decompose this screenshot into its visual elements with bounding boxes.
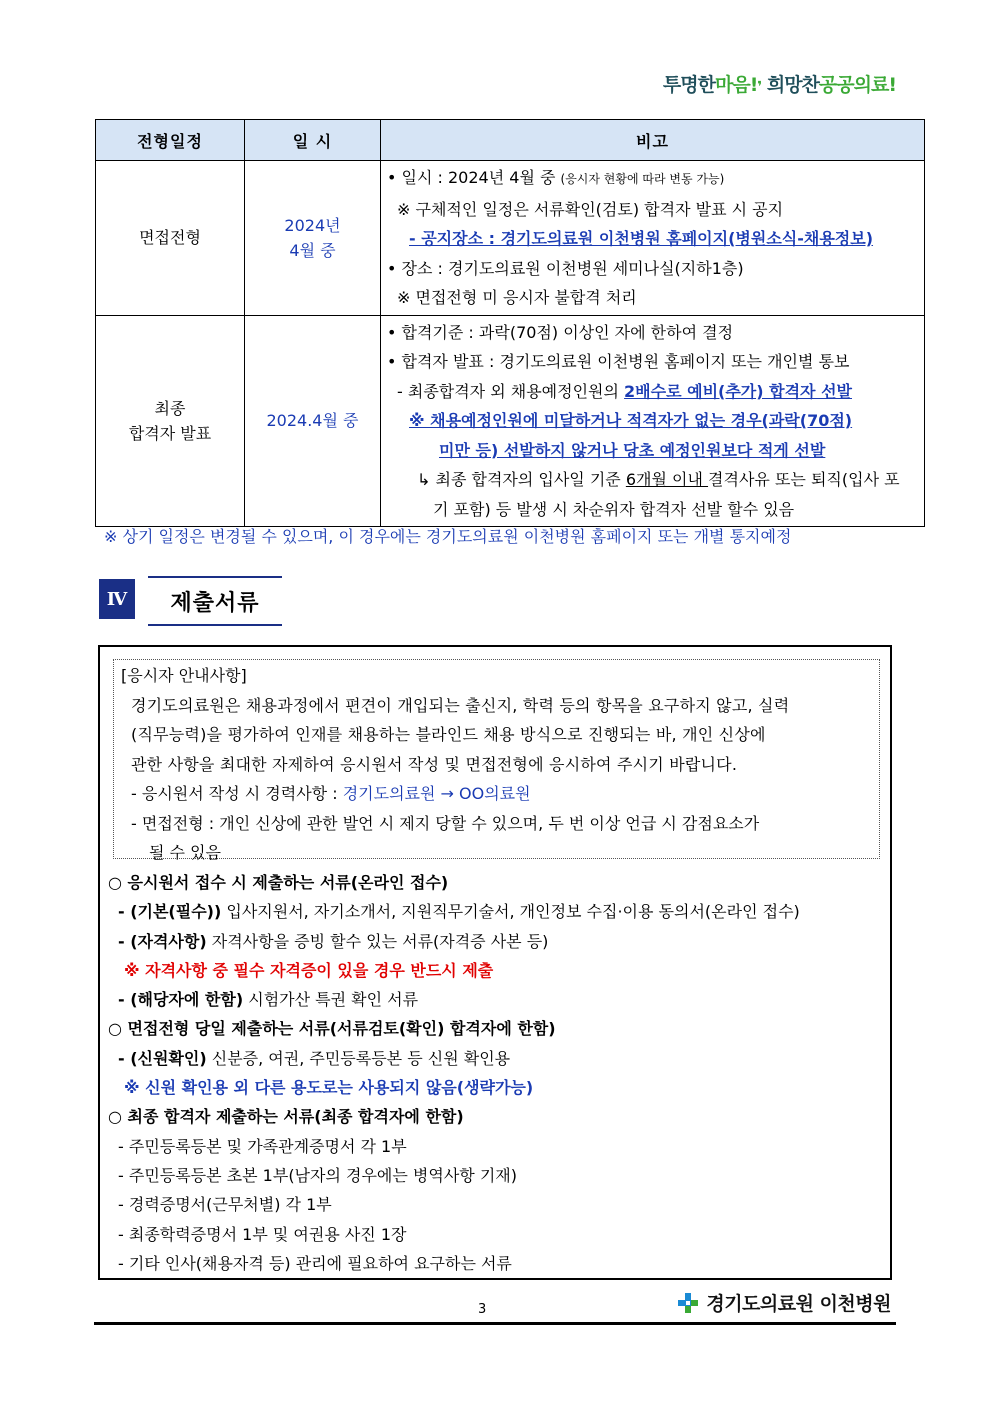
notice-item-continued: 될 수 있음 [149, 843, 221, 862]
list-item [108, 985, 888, 1014]
list-note: ※ 자격사항 중 필수 자격증이 있을 경우 반드시 제출 [124, 960, 494, 980]
list-note: ※ 신원 확인용 외 다른 용도로는 사용되지 않음(생략가능) [124, 1078, 534, 1098]
note-line: ※ 채용예정인원에 미달하거나 적격자가 없는 경우(과락(70점) [409, 411, 853, 430]
stage-line: 최종 [154, 398, 186, 418]
header-slogan [663, 70, 896, 97]
column-header: 전형일정 [96, 120, 245, 161]
item-text: 입사지원서, 자기소개서, 지원직무기술서, 개인정보 수집·이용 동의서(온라인 접수) [221, 902, 800, 922]
notice-paragraph: (직무능력)을 평가하여 인재를 채용하는 블라인드 채용 방식으로 진행되는 바, 개인 신상에 [131, 725, 766, 744]
item-text: 신분증, 여권, 주민등록등본 등 신원 확인용 [206, 1048, 511, 1068]
note-line: • 합격자 발표 : 경기도의료원 이천병원 홈페이지 또는 개인별 통보 [387, 352, 850, 371]
notice-paragraph: 관한 사항을 최대한 자제하여 응시원서 작성 및 면접전형에 응시하여 주시기 바랍니다. [131, 754, 738, 774]
document-list [108, 868, 888, 1278]
note-small-text: (응시자 현황에 따라 변동 가능) [560, 172, 725, 186]
documents-box [98, 645, 892, 1280]
table-header-row [96, 120, 925, 161]
slogan-part1: 투명한 [662, 74, 715, 96]
item-label: - (자격사항) [118, 931, 207, 951]
note-emphasis: 2배수로 예비(추가) 합격자 선발 [624, 381, 852, 401]
footer-rule [94, 1322, 896, 1325]
note-line: 미만 등) 선발하지 않거나 당초 예정인원보다 적게 선발 [439, 440, 826, 460]
notes-cell [381, 315, 925, 527]
applicant-notice [113, 659, 880, 862]
schedule-table [95, 119, 925, 527]
section-title: 제출서류 [148, 576, 282, 626]
notice-location-link[interactable]: - 공지장소 : 경기도의료원 이천병원 홈페이지(병원소식-채용정보) [409, 229, 874, 248]
notice-emphasis: 경기도의료원 → OO의료원 [342, 784, 531, 803]
note-text: - 최종합격자 외 채용예정인원의 [397, 381, 625, 401]
date-line: 2024년 [284, 215, 341, 235]
note-line: • 합격기준 : 과락(70점) 이상인 자에 한하여 결정 [387, 322, 734, 342]
note-line: • 장소 : 경기도의료원 이천병원 세미나실(지하1층) [387, 258, 744, 278]
slogan-part4: 공공의료! [818, 74, 896, 96]
stage-line: 합격자 발표 [128, 423, 212, 443]
item-label: - (신원확인) [118, 1048, 207, 1068]
page-number: 3 [478, 1302, 487, 1317]
table-row [96, 161, 925, 316]
list-item: - 주민등록등본 및 가족관계증명서 각 1부 [118, 1136, 407, 1156]
date-cell: 2024.4월 중 [245, 315, 381, 527]
column-header: 비고 [381, 120, 925, 161]
note-emphasis: 6개월 이내 [625, 470, 709, 489]
list-item [108, 1044, 888, 1073]
section-number: Ⅳ [99, 579, 135, 619]
note-line: 기 포함) 등 발생 시 차순위자 합격자 선발 할수 있음 [433, 499, 795, 519]
notice-item: - 면접전형 : 개인 신상에 관한 발언 시 제지 당할 수 있으며, 두 번 이상 언급 시 감점요소가 [131, 813, 760, 833]
column-header: 일 시 [245, 120, 381, 161]
slogan-part3: 희망찬 [766, 74, 819, 96]
item-label: - (해당자에 한함) [118, 990, 244, 1010]
note-line: ※ 면접전형 미 응시자 불합격 처리 [397, 288, 637, 307]
schedule-note: ※ 상기 일정은 변경될 수 있으며, 이 경우에는 경기도의료원 이천병원 홈페이지 또는 개별 통지예정 [104, 527, 792, 546]
slogan-part2: 마음! [714, 74, 758, 96]
group-title: ○ 면접전형 당일 제출하는 서류(서류검토(확인) 합격자에 한함) [108, 1019, 556, 1039]
date-line: 4월 중 [289, 240, 336, 260]
note-line [387, 377, 918, 407]
item-text: 시험가산 특권 확인 서류 [243, 990, 419, 1010]
list-item: - 기타 인사(채용자격 등) 관리에 필요하여 요구하는 서류 [118, 1253, 512, 1273]
stage-cell [96, 315, 245, 527]
notes-cell [381, 161, 925, 316]
note-line: ※ 구체적인 일정은 서류확인(검토) 합격자 발표 시 공지 [397, 199, 784, 219]
group-title: ○ 최종 합격자 제출하는 서류(최종 합격자에 한함) [108, 1107, 464, 1127]
list-item: - 주민등록등본 초본 1부(남자의 경우에는 병역사항 기재) [118, 1165, 517, 1185]
note-line [387, 465, 918, 495]
notice-text: - 응시원서 작성 시 경력사항 : [131, 784, 343, 803]
note-text: • 일시 : 2024년 4월 중 [387, 168, 556, 187]
stage-cell: 면접전형 [96, 161, 245, 316]
hospital-logo [676, 1289, 891, 1316]
list-item: - 최종학력증명서 1부 및 여권용 사진 1장 [118, 1224, 407, 1244]
notice-paragraph: 경기도의료원은 채용과정에서 편견이 개입되는 출신지, 학력 등의 항목을 요구하지 않고, 실력 [131, 695, 790, 715]
list-item [108, 927, 888, 956]
note-line [387, 163, 918, 195]
note-text: 결격사유 또는 퇴직(입사 포 [708, 470, 900, 489]
medical-cross-icon [676, 1291, 700, 1315]
date-cell [245, 161, 381, 316]
list-item [108, 897, 888, 926]
notice-item [121, 779, 873, 809]
list-item: - 경력증명서(근무처별) 각 1부 [118, 1195, 332, 1215]
table-row [96, 315, 925, 527]
leaf-icon: ❜ [757, 79, 762, 95]
notice-heading: [응시자 안내사항] [121, 666, 247, 685]
logo-text: 경기도의료원 이천병원 [706, 1293, 891, 1315]
item-label: - (기본(필수)) [118, 902, 222, 922]
group-title: ○ 응시원서 접수 시 제출하는 서류(온라인 접수) [108, 873, 449, 892]
item-text: 자격사항을 증빙 할수 있는 서류(자격증 사본 등) [206, 931, 549, 951]
note-text: ↳ 최종 합격자의 입사일 기준 [417, 470, 626, 489]
